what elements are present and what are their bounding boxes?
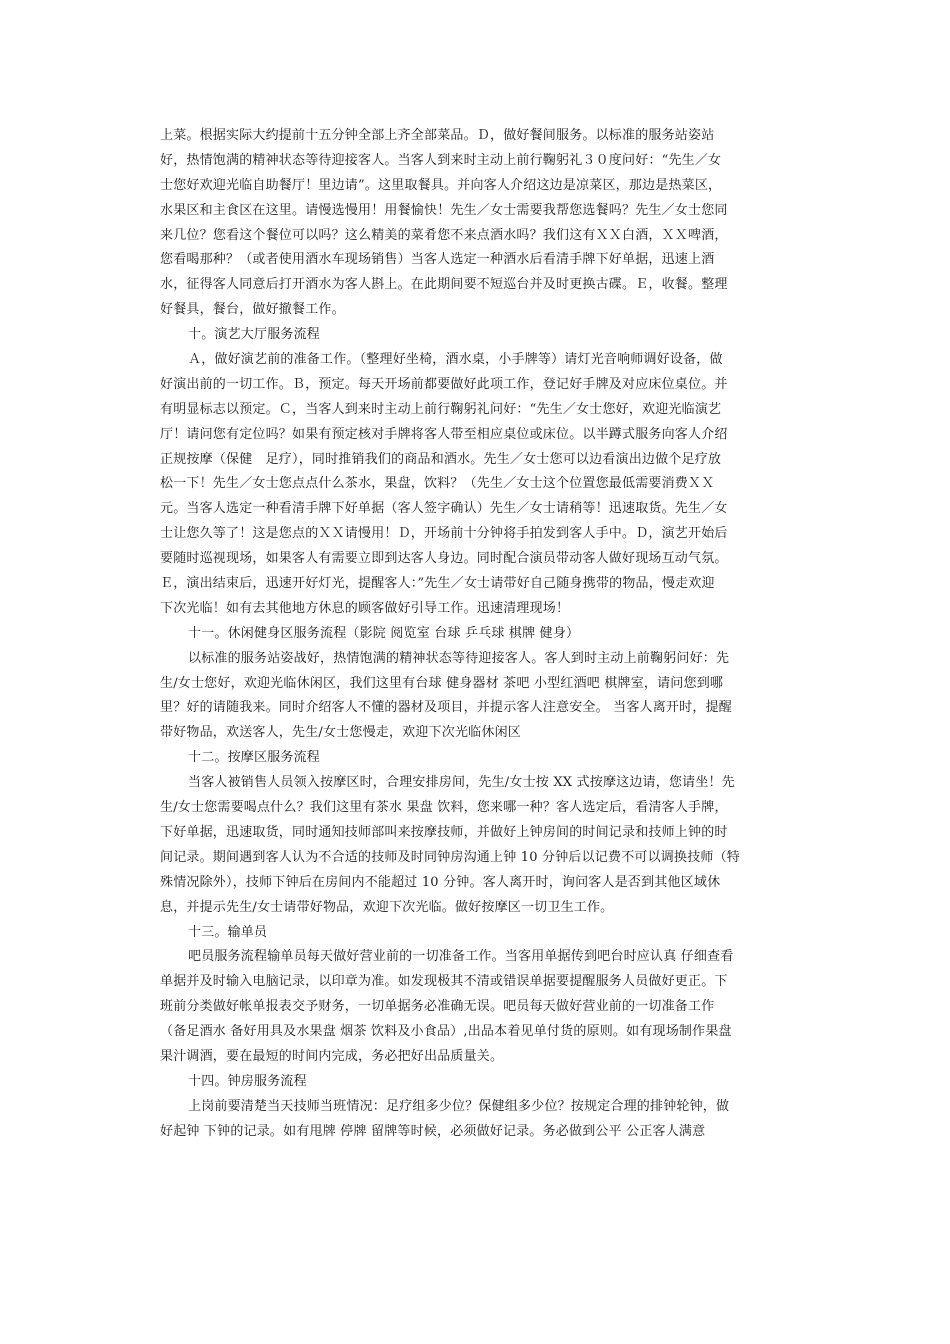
text-line: 有明显标志以预定。Ｃ，当客人到来时主动上前行鞠躬礼问好：“先生／女士您好，欢迎光临演艺 — [160, 401, 722, 417]
text-line: 生/女士您需要喝点什么？我们这里有茶水 果盘 饮料，您来哪一种？客人选定后，看清客人手牌， — [160, 800, 728, 816]
text-line: 班前分类做好帐单报表交予财务，一切单据务必准确无误。吧员每天做好营业前的一切准备工作 — [160, 999, 715, 1015]
section-heading: 十一。休闲健身区服务流程（影院 阅览室 台球 乒乓球 棋牌 健身） — [188, 625, 580, 641]
section-heading: 十三。输单员 — [188, 924, 268, 940]
text-line: 好，热情饱满的精神状态等待迎接客人。当客人到来时主动上前行鞠躬礼３０度问好：“先生／女 — [160, 152, 722, 168]
text-line: 生/女士您好，欢迎光临休闲区，我们这里有台球 健身器材 茶吧 小型红酒吧 棋牌室，请问您到哪 — [160, 675, 724, 691]
text-line: Ａ，做好演艺前的准备工作。（整理好坐椅，酒水桌，小手牌等）请灯光音响师调好设备，做 — [188, 352, 723, 368]
text-line: 殊情况除外），技师下钟后在房间内不能超过 10 分钟。客人离开时，询问客人是否到其他区域休 — [160, 874, 721, 890]
text-line: 士您好欢迎光临自助餐厅！里边请”。这里取餐具。并向客人介绍这边是凉菜区，那边是热菜区， — [160, 177, 722, 193]
text-line: 松一下！先生／女士您点点什么茶水，果盘，饮料？（先生／女士这个位置您最低需要消费ＸＸ — [160, 476, 715, 492]
text-line: 要随时巡视现场，如果客人有需要立即到达客人身边。同时配合演员带动客人做好现场互动气氛。 — [160, 551, 728, 567]
text-line: Ｅ，演出结束后，迅速开好灯光，提醒客人：”先生／女士请带好自己随身携带的物品，慢走欢迎 — [160, 576, 715, 592]
text-line: 吧员服务流程输单员每天做好营业前的一切准备工作。当客用单据传到吧台时应认真 仔细查看 — [188, 949, 734, 965]
text-line: 果汁调酒，要在最短的时间内完成，务必把好出品质量关。 — [160, 1048, 504, 1064]
text-line: 间记录。期间遇到客人认为不合适的技师及时同钟房沟通上钟 10 分钟后以记费不可以调换技师（特 — [160, 849, 741, 865]
text-line: 元。当客人选定一种看清手牌下好单据（客人签字确认）先生／女士请稍等！迅速取货。先生／女 — [160, 501, 728, 517]
text-line: 当客人被销售人员领入按摩区时，合理安排房间，先生/女士按 XX 式按摩这边请，您请坐！先 — [188, 775, 735, 791]
text-line: 好起钟 下钟的记录。如有甩牌 停牌 留牌等时候，必须做好记录。务必做到公平 公正客人满意 — [160, 1123, 706, 1139]
text-line: 带好物品，欢送客人，先生/女士您慢走，欢迎下次光临休闲区 — [160, 725, 521, 741]
text-line: 水果区和主食区在这里。请慢选慢用！用餐愉快！先生／女士需要我帮您选餐吗？先生／女士您同 — [160, 202, 728, 218]
text-line: 息，并提示先生/女士请带好物品，欢迎下次光临。做好按摩区一切卫生工作。 — [160, 899, 614, 915]
document-body — [160, 124, 790, 1145]
text-line: 厅！请问您有定位吗？如果有预定核对手牌将客人带至相应桌位或床位。以半蹲式服务向客人介绍 — [160, 426, 728, 442]
text-line: 水，征得客人同意后打开酒水为客人斟上。在此期间要不短巡台并及时更换古碟。Ｅ，收餐。整理 — [160, 277, 728, 293]
text-line: 正规按摩（保健 足疗），同时推销我们的商品和酒水。先生／女士您可以边看演出边做个足疗放 — [160, 451, 722, 467]
section-heading: 十四。钟房服务流程 — [188, 1073, 307, 1089]
text-line: 士让您久等了！这是您点的ＸＸ请慢用！Ｄ，开场前十分钟将手拍发到客人手中。Ｄ，演艺开始后 — [160, 526, 728, 542]
section-heading: 十二。按摩区服务流程 — [188, 750, 321, 766]
text-line: 单据并及时输入电脑记录，以印章为准。如发现极其不清或错误单据要提醒服务人员做好更正。下 — [160, 974, 728, 990]
text-line: 来几位？您看这个餐位可以吗？这么精美的菜肴您不来点酒水吗？我们这有ＸＸ白酒，ＸＸ啤酒， — [160, 227, 728, 243]
text-line: 以标准的服务站姿战好，热情饱满的精神状态等待迎接客人。客人到时主动上前鞠躬问好：先 — [188, 650, 730, 666]
text-line: 里？好的请随我来。同时介绍客人不懂的器材及项目，并提示客人注意安全。 当客人离开时，提醒 — [160, 700, 732, 716]
text-line: 下好单据，迅速取货，同时通知技师部叫来按摩技师，并做好上钟房间的时间记录和技师上钟的时 — [160, 824, 728, 840]
text-line: （备足酒水 备好用具及水果盘 烟茶 饮料及小食品）,出品本着见单付货的原则。如有现场制作果盘 — [160, 1024, 732, 1040]
text-line: 上菜。根据实际大约提前十五分钟全部上齐全部菜品。Ｄ，做好餐间服务。以标准的服务站姿站 — [160, 128, 715, 143]
text-line: 好演出前的一切工作。Ｂ，预定。每天开场前都要做好此项工作，登记好手牌及对应床位桌位。并 — [160, 376, 728, 392]
text-line: 好餐具，餐台，做好撤餐工作。 — [160, 302, 345, 318]
section-heading: 十。演艺大厅服务流程 — [188, 327, 321, 343]
text-line: 您看喝那种？（或者使用酒水车现场销售）当客人选定一种酒水后看清手牌下好单据，迅速上酒 — [160, 252, 715, 268]
text-line: 上岗前要清楚当天技师当班情况：足疗组多少位？保健组多少位？按规定合理的排钟轮钟，做 — [188, 1098, 730, 1114]
text-line: 下次光临！如有去其他地方休息的顾客做好引导工作。迅速清理现场！ — [160, 600, 570, 616]
